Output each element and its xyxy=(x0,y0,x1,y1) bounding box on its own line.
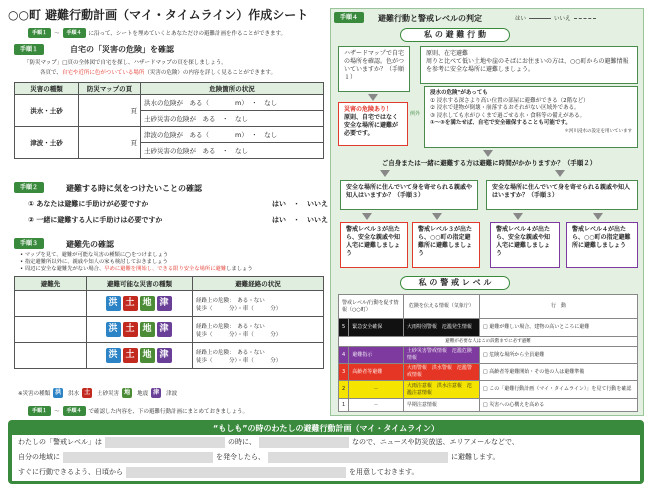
level-num: 2 xyxy=(339,381,349,399)
level-title: 私 の 警 戒 レ ベ ル xyxy=(400,276,510,290)
yes-no-choice[interactable]: はい ・ いいえ xyxy=(272,200,328,208)
level-num: 4 xyxy=(339,347,349,364)
level-num: 5 xyxy=(339,319,349,337)
flow-legend: はい いいえ xyxy=(515,14,596,22)
level-action[interactable]: □ 高齢者等避難開始・その他の人は避難準備 xyxy=(479,364,637,381)
flood-exception-box: 浸水の危険"があっても ① 浸水する深さより高い位置の部屋に避難ができる（2階など） ② 浸水で建物が倒壊・崩落するおそれがない区域外である。 ③ 浸水しても水がひくまで過ごせる水・食料等の備えがある。 ①〜③を満たせば、自宅で安全確保することも可能です。 ＊河川浸水の設定を用いています xyxy=(424,86,638,148)
danger-line[interactable]: 土砂災害の危険が ある ・ なし xyxy=(141,111,324,127)
bottom-title: “もしも”の時のわたしの避難行動計画（マイ・タイムライン） xyxy=(213,424,439,433)
level-action[interactable]: □ この「避難行動計画（マイ・タイムライン）」を見て行動を確認 xyxy=(479,381,637,399)
level-info: － xyxy=(349,399,404,412)
level-action[interactable]: □ 避難が難しい場合、建物の高いところに避難 xyxy=(479,319,637,337)
route-status[interactable]: 経路上の危険： ある・ない 徒歩（ 分）・車（ 分） xyxy=(193,317,324,343)
step4-tag: 手順４ xyxy=(334,12,364,23)
page-field[interactable]: 頁 xyxy=(79,95,141,127)
step2-heading: 避難する時に気をつけたいことの確認 xyxy=(66,184,202,193)
arrow-icon xyxy=(593,213,603,220)
in-home-note: 原則、在宅避難 周りと比べて低い土地や崖のそばにお住まいの方は、○○町からの避難情報を参考に安全な場所に避難しましょう。 xyxy=(420,46,638,84)
step3-tag: 手順３ xyxy=(14,238,44,249)
step-badge: 手順１ xyxy=(28,28,51,38)
col-page: 防災マップの頁 xyxy=(79,83,141,95)
supplies-input[interactable] xyxy=(126,467,346,478)
danger-line[interactable]: 津波の危険が ある（ m） ・ なし xyxy=(141,127,324,143)
step1-note1: 「防災マップ」□頁の全体図で自宅を探し、ハザードマップの頁を探しましょう。 xyxy=(24,60,227,66)
hazard-table xyxy=(14,82,324,159)
result-box: 警戒レベル３が出たら、○○町の指定避難所に避難しましょう xyxy=(412,222,480,268)
step1-tag: 手順１ xyxy=(14,44,44,55)
level-info: － xyxy=(349,381,404,399)
level-info: 緊急安全確保 xyxy=(349,319,404,337)
page-title: ○○町 避難行動計画（マイ・タイムライン）作成シート xyxy=(8,8,309,22)
yes-no-choice[interactable]: はい ・ いいえ xyxy=(272,216,328,224)
arrow-icon xyxy=(380,170,390,177)
step1-heading: 自宅の「災害の危険」を確認 xyxy=(70,45,174,54)
col-dest: 避難先 xyxy=(15,277,87,291)
arrow-icon xyxy=(513,213,523,220)
dest-field[interactable] xyxy=(15,291,87,317)
hazard-chips[interactable]: 洪 土 地 津 xyxy=(87,317,193,343)
q2-text: ご自身または一緒に避難する方は避難に時間がかかりますか？（手順２） xyxy=(381,159,597,167)
step3-heading: 避難先の確認 xyxy=(66,240,114,249)
hazard-chips[interactable]: 洪 土 地 津 xyxy=(87,343,193,369)
level-num: 1 xyxy=(339,399,349,412)
level-weather: 早期注意情報 xyxy=(403,399,479,412)
level-num: 3 xyxy=(339,364,349,381)
dest-field[interactable] xyxy=(15,317,87,343)
arrow-icon xyxy=(432,213,442,220)
step-badge: 手順４ xyxy=(63,28,86,38)
danger-line[interactable]: 土砂災害の危険が ある ・ なし xyxy=(141,143,324,159)
warning-level-table xyxy=(338,294,638,412)
level-action[interactable]: □ 災害への心構えを高める xyxy=(479,399,637,412)
bottom-form: わたしの「警戒レベル」は の時に、 なので、ニュースや防災放送、エリアメールなどで、 自分の地域に を発令したら、 に避難します。 すぐに行動できるよう、日頃から を用意しておきます。 xyxy=(12,435,640,481)
instruction-line xyxy=(28,28,286,38)
step1-note2: 各頁で、自宅や近所に色がついている場所（災害の危険）の内容を詳しく見ることができます。 xyxy=(40,70,276,76)
step4-heading: 避難行動と警戒レベルの判定 xyxy=(378,14,482,23)
step3-bullets: • マップを見て、避難が可能な災害の種類に◯をつけましょう • 指定避難所以外に、親戚や知人の家も検討しておきましょう • 周辺に安全な避難先がない場合、早めに避難を開始し、できる限り安全な場所に避難しましょう xyxy=(20,252,253,272)
evacuation-table xyxy=(14,276,324,369)
level-weather: 土砂災害警戒情報 氾濫危険情報 xyxy=(403,347,479,364)
summary-note: 手順１ 〜 手順４ で確認した内容を、下の避難行動計画にまとめておきましょう。 xyxy=(28,406,248,416)
arrow-icon xyxy=(483,150,493,157)
page-field[interactable]: 頁 xyxy=(79,127,141,159)
col-danger: 危険箇所の状況 xyxy=(141,83,324,95)
result-box: 警戒レベル３が出たら、安全な親戚や知人宅に避難しましょう xyxy=(340,222,408,268)
level-col3: 行 動 xyxy=(479,295,637,319)
level-info: 避難指示 xyxy=(349,347,404,364)
level-col1: 警戒レベル/行動を促す情報（○○町） xyxy=(339,295,404,319)
hazard-legend: ※災害の種類 洪 洪水 土 土砂災害 地 地震 津 津波 xyxy=(18,389,178,397)
danger-line[interactable]: 洪水の危険が ある（ m） ・ なし xyxy=(141,95,324,111)
q3b-box: 安全な場所に住んでいて身を寄せられる親戚や知人はいますか？（手順３） xyxy=(486,180,638,210)
instruction-text: に沿って、シートを埋めていくとあなただけの避難計画を作ることができます。 xyxy=(88,31,286,37)
route-status[interactable]: 経路上の危険： ある・ない 徒歩（ 分）・車（ 分） xyxy=(193,291,324,317)
route-status[interactable]: 経路上の危険： ある・ない 徒歩（ 分）・車（ 分） xyxy=(193,343,324,369)
plan-title: 私 の 避 難 行 動 xyxy=(400,28,510,42)
level-note: 避難が必要な人はこの段階までに必ず避難 xyxy=(339,337,638,347)
col-types: 避難可能な災害の種類 xyxy=(87,277,193,291)
col-type: 災害の種類 xyxy=(15,83,79,95)
result-box: 警戒レベル４が出たら、○○町の指定避難所に避難しましょう xyxy=(566,222,638,268)
exception-label: 例外 xyxy=(410,111,421,117)
question-row: ① あなたは避難に手助けが必要ですか はい ・ いいえ xyxy=(28,200,328,208)
dest-field[interactable] xyxy=(15,343,87,369)
question-row: ② 一緒に避難する人に手助けは必要ですか はい ・ いいえ xyxy=(28,216,328,224)
level-weather: 大雨注意報 洪水注意報 氾濫注意情報 xyxy=(403,381,479,399)
arrow-icon xyxy=(368,94,378,101)
level-input[interactable] xyxy=(105,437,225,448)
separator: 〜 xyxy=(54,31,60,37)
destination-input[interactable] xyxy=(268,452,448,463)
level-action[interactable]: □ 危険な場所から全員避難 xyxy=(479,347,637,364)
q1-box: ハザードマップで自宅の場所を確認。色がついていますか？（手順１） xyxy=(338,46,410,92)
level-weather: 大雨警報 洪水警報 氾濫警戒情報 xyxy=(403,364,479,381)
hazard-chips[interactable]: 洪 土 地 津 xyxy=(87,291,193,317)
q3a-box: 安全な場所に住んでいて身を寄せられる親戚や知人はいますか？（手順３） xyxy=(340,180,478,210)
level-info: 高齢者等避難 xyxy=(349,364,404,381)
condition-input[interactable] xyxy=(259,437,349,448)
level-weather: 大雨特別警報 氾濫発生情報 xyxy=(403,319,479,337)
danger-box: 災害の危険あり！ 原則、自宅ではなく安全な場所に避難が必要です。 xyxy=(338,102,408,146)
alert-input[interactable] xyxy=(63,452,213,463)
arrow-icon xyxy=(555,170,565,177)
hazard-type: 洪水・土砂 xyxy=(15,95,79,127)
result-box: 警戒レベル４が出たら、安全な親戚や知人宅に避難しましょう xyxy=(490,222,560,268)
step2-tag: 手順２ xyxy=(14,182,44,193)
level-col2: 危険を伝える情報（気象庁） xyxy=(403,295,479,319)
col-route: 避難経路の状況 xyxy=(193,277,324,291)
arrow-icon xyxy=(362,213,372,220)
hazard-type: 津波・土砂 xyxy=(15,127,79,159)
